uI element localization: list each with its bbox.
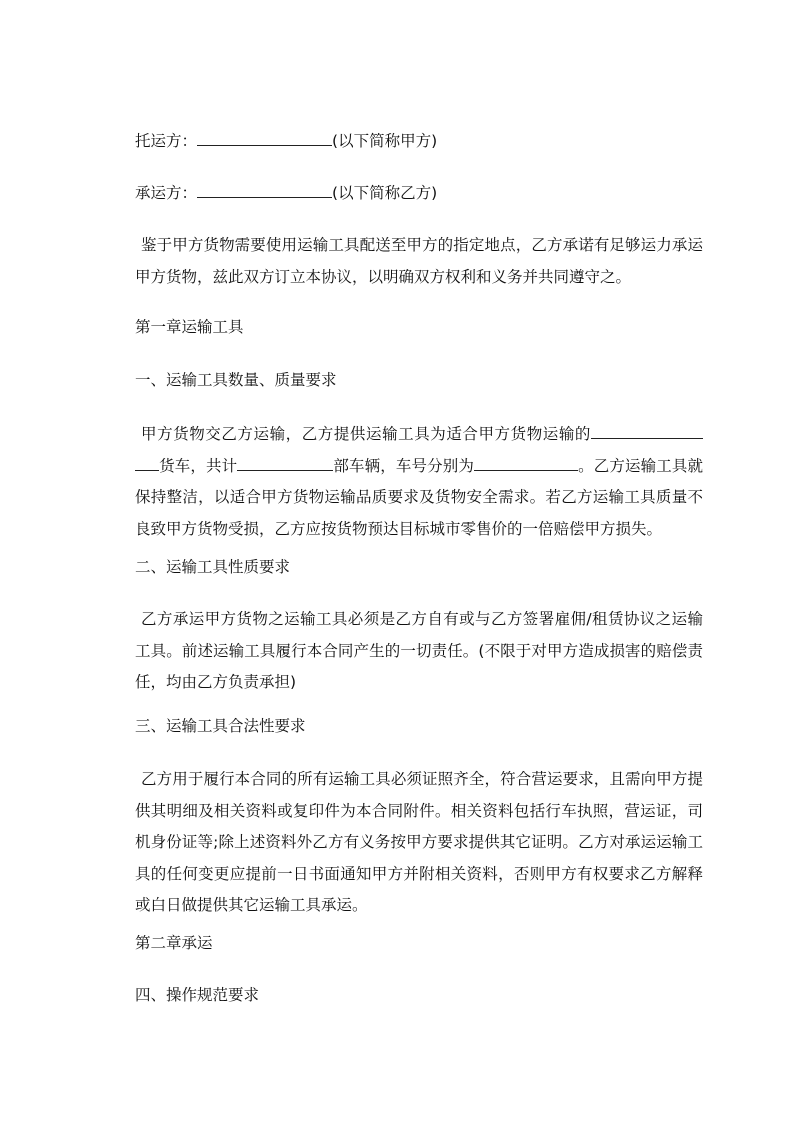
plate-number-blank[interactable] xyxy=(474,455,578,471)
carrier-blank[interactable] xyxy=(197,182,332,198)
carrier-label: 承运方： xyxy=(135,184,198,202)
vehicle-type-blank[interactable] xyxy=(591,423,703,439)
carrier-suffix: (以下简称乙方) xyxy=(332,184,438,202)
vehicle-count-blank[interactable] xyxy=(237,455,333,471)
section3-title: 三、运输工具合法性要求 xyxy=(135,717,306,735)
chapter2-title: 第二章承运 xyxy=(135,934,213,952)
section2-title: 二、运输工具性质要求 xyxy=(135,558,291,576)
carrier-line xyxy=(135,181,437,205)
shipper-line xyxy=(135,129,437,153)
chapter1-title: 第一章运输工具 xyxy=(135,318,244,336)
section4-title: 四、操作规范要求 xyxy=(135,986,260,1004)
section1-title: 一、运输工具数量、质量要求 xyxy=(135,371,337,389)
shipper-label: 托运方： xyxy=(135,132,198,150)
shipper-suffix: (以下简称甲方) xyxy=(332,132,438,150)
section3-paragraph: 乙方用于履行本合同的所有运输工具必须证照齐全，符合营运要求，且需向甲方提供其明细及相关资料或复印件为本合同附件。相关资料包括行车执照，营运证，司机身份证等;除上述资料外乙方有义务按甲方要求提供其它证明。乙方对承运运输工具的任何变更应提前一日书面通知甲方并附相关资料，否则甲方有权要求乙方解释或白日做提供其它运输工具承运。 xyxy=(135,770,703,914)
vehicle-type-blank-cont[interactable] xyxy=(135,455,159,471)
section1-paragraph: 甲方货物交乙方运输，乙方提供运输工具为适合甲方货物运输的货车，共计 部车辆，车号分别为 。乙方运输工具就保持整洁，以适合甲方货物运输品质要求及货物安全需求。若乙方运输工具质量不良致甲方货物受损，乙方应按货物预达目标城市零售价的一倍赔偿甲方损失。 xyxy=(135,425,703,538)
intro-paragraph: 鉴于甲方货物需要使用运输工具配送至甲方的指定地点，乙方承诺有足够运力承运甲方货物，兹此双方订立本协议，以明确双方权利和义务并共同遵守之。 xyxy=(135,236,703,286)
shipper-blank[interactable] xyxy=(197,130,332,146)
section2-paragraph: 乙方承运甲方货物之运输工具必须是乙方自有或与乙方签署雇佣/租赁协议之运输工具。前述运输工具履行本合同产生的一切责任。(不限于对甲方造成损害的赔偿责任，均由乙方负责承担) xyxy=(135,610,703,691)
